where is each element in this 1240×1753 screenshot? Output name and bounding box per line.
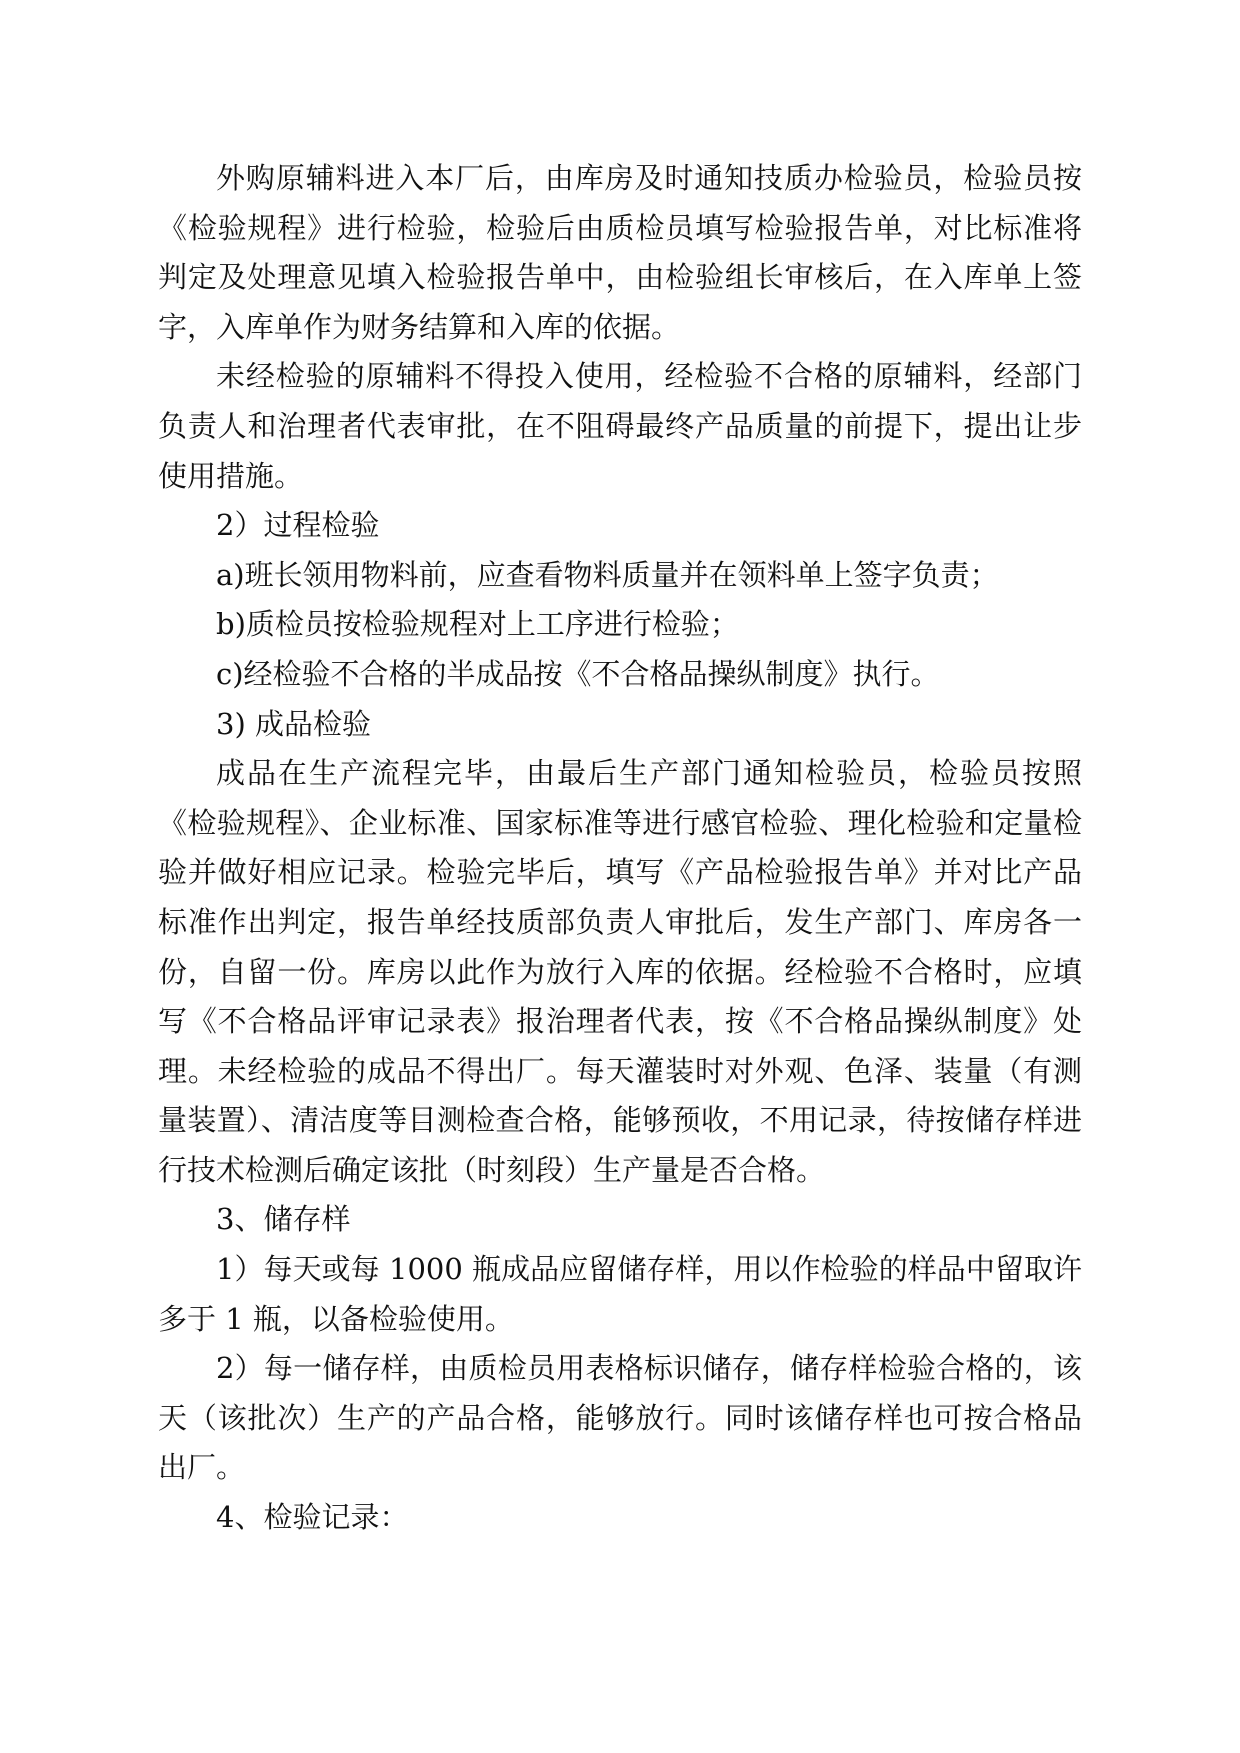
item-process-b: b)质检员按检验规程对上工序进行检验； [216,607,739,642]
paragraph-retained-samples-2: 2）每一储存样，由质检员用表格标识储存，储存样检验合格的，该天（该批次）生产的产品合格，能够放行。同时该储存样也可按合格品出厂。 [158,1351,1082,1485]
heading-process-inspection: 2）过程检验 [216,508,380,543]
paragraph-raw-material-inspection: 外购原辅料进入本厂后，由库房及时通知技质办检验员，检验员按《检验规程》进行检验，检验后由质检员填写检验报告单，对比标准将判定及处理意见填入检验报告单中，由检验组长审核后，在入库单上签字，入库单作为财务结算和入库的依据。 [158,161,1082,344]
paragraph-retained-samples-1: 1）每天或每 1000 瓶成品应留储存样，用以作检验的样品中留取许多于 1 瓶，以备检验使用。 [158,1252,1082,1336]
document-body [158,154,1082,1543]
item-process-c: c)经检验不合格的半成品按《不合格品操纵制度》执行。 [216,656,940,691]
item-process-a: a)班长领用物料前，应查看物料质量并在领料单上签字负责； [216,557,999,592]
paragraph-finished-product-procedure: 成品在生产流程完毕，由最后生产部门通知检验员，检验员按照《检验规程》、企业标准、国家标准等进行感官检验、理化检验和定量检验并做好相应记录。检验完毕后，填写《产品检验报告单》并对比产品标准作出判定，报告单经技质部负责人审批后，发生产部门、库房各一份，自留一份。库房以此作为放行入库的依据。经检验不合格时，应填写《不合格品评审记录表》报治理者代表，按《不合格品操纵制度》处理。未经检验的成品不得出厂。每天灌装时对外观、色泽、装量（有测量装置）、清洁度等目测检查合格，能够预收，不用记录，待按储存样进行技术检测后确定该批（时刻段）生产量是否合格。 [158,756,1082,1187]
paragraph-uninspected-materials: 未经检验的原辅料不得投入使用，经检验不合格的原辅料，经部门负责人和治理者代表审批，在不阻碍最终产品质量的前提下，提出让步使用措施。 [158,359,1082,493]
heading-inspection-records: 4、检验记录： [216,1500,409,1535]
heading-retained-samples: 3、储存样 [216,1202,351,1237]
heading-finished-product-inspection: 3) 成品检验 [216,706,371,741]
